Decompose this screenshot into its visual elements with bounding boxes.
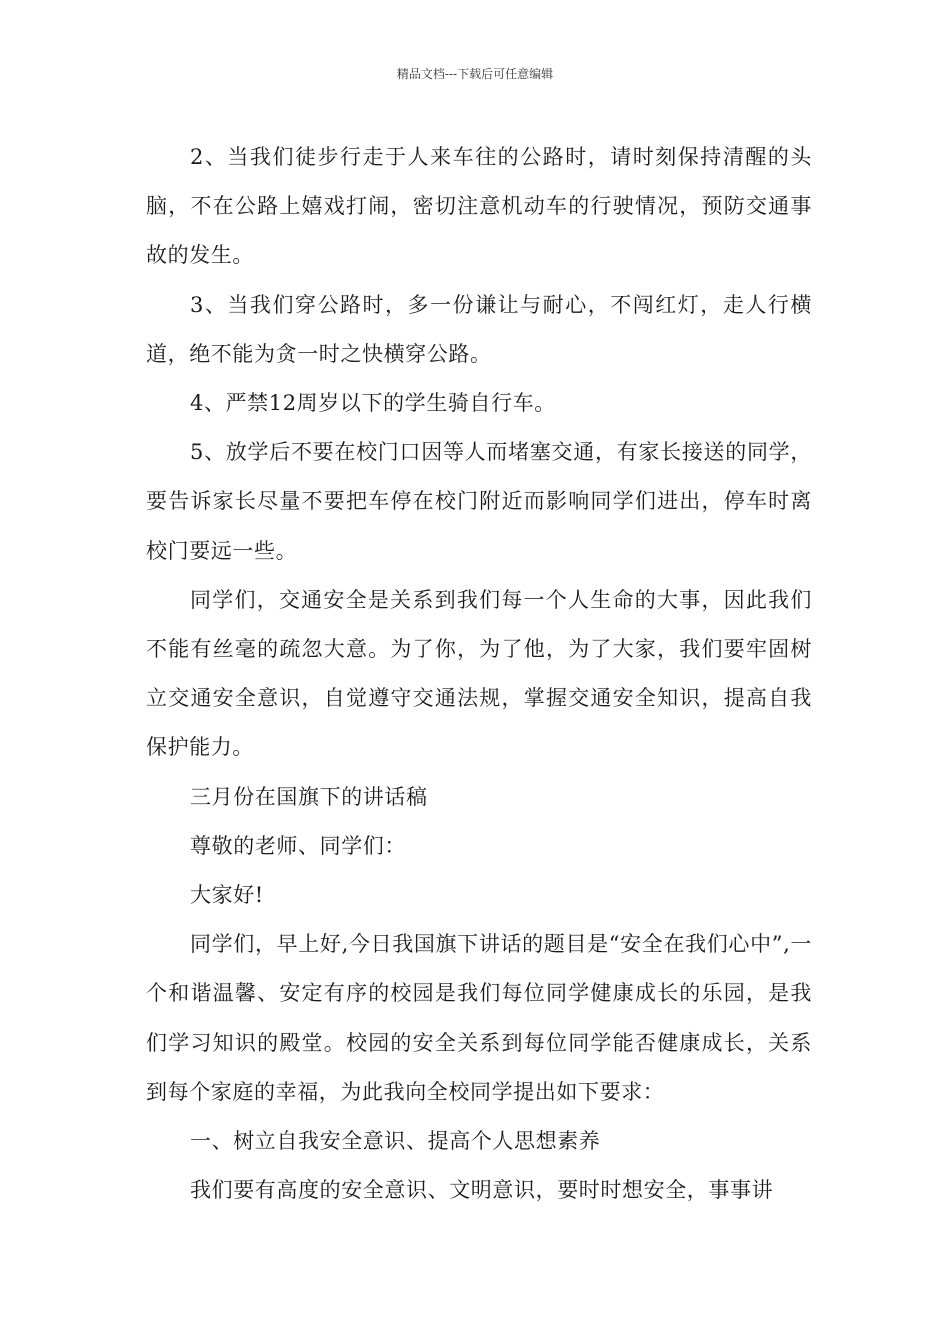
paragraph-conclusion: 同学们，交通安全是关系到我们每一个人生命的大事，因此我们不能有丝毫的疏忽大意。为了你，为了他，为了大家，我们要牢固树立交通安全意识，自觉遵守交通法规，掌握交通安全知识，提高自我保护能力。	[146, 587, 812, 760]
speech-greeting: 大家好!	[190, 883, 264, 908]
paragraph-item-3: 3、当我们穿公路时，多一份谦让与耐心，不闯红灯，走人行横道，绝不能为贪一时之快横穿公路。	[146, 292, 812, 366]
speech-title: 三月份在国旗下的讲话稿	[190, 784, 428, 809]
section-heading-1: 一、树立自我安全意识、提高个人思想素养	[190, 1129, 601, 1154]
speech-salutation: 尊敬的老师、同学们：	[190, 833, 406, 858]
page-header: 精品文档---下载后可任意编辑	[396, 67, 554, 81]
document-body	[146, 133, 812, 1215]
paragraph-item-4: 4、严禁12周岁以下的学生骑自行车。	[190, 391, 556, 416]
paragraph-intro: 同学们，早上好,今日我国旗下讲话的题目是“安全在我们心中”,一个和谐温馨、安定有序的校园是我们每位同学健康成长的乐园，是我们学习知识的殿堂。校园的安全关系到每位同学能否健康成长，关系到每个家庭的幸福，为此我向全校同学提出如下要求：	[146, 932, 812, 1104]
paragraph-section-1: 我们要有高度的安全意识、文明意识，要时时想安全，事事讲	[190, 1178, 774, 1203]
paragraph-item-5: 5、放学后不要在校门口因等人而堵塞交通，有家长接送的同学，要告诉家长尽量不要把车停在校门附近而影响同学们进出，停车时离校门要远一些。	[146, 440, 812, 563]
paragraph-item-2: 2、当我们徒步行走于人来车往的公路时，请时刻保持清醒的头脑，不在公路上嬉戏打闹，密切注意机动车的行驶情况，预防交通事故的发生。	[146, 145, 812, 268]
